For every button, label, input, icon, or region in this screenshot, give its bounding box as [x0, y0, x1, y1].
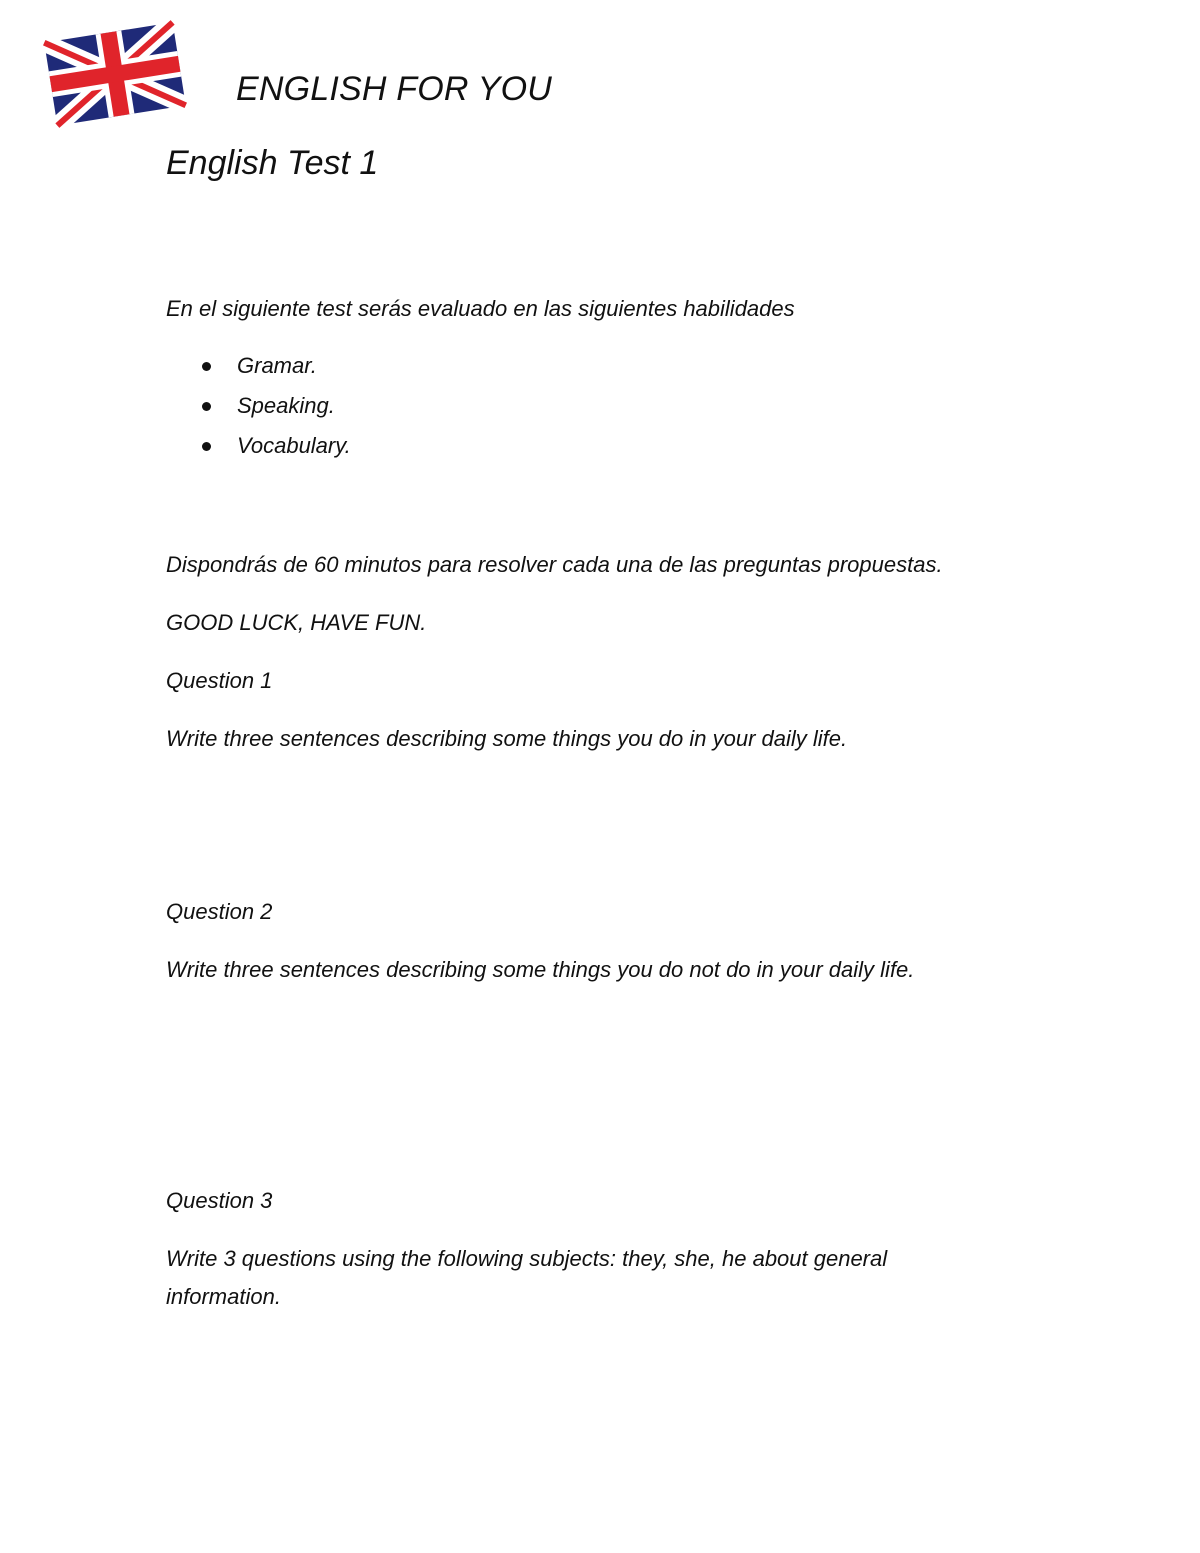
- question-3-label: Question 3: [166, 1188, 273, 1213]
- bullet-icon: [202, 442, 211, 451]
- bullet-icon: [202, 402, 211, 411]
- question-3-prompt: Write 3 questions using the following subjects: they, she, he about general information.: [166, 1246, 888, 1309]
- skill-label: Vocabulary.: [237, 433, 351, 458]
- document-title: English Test 1: [166, 144, 379, 182]
- time-note: Dispondrás de 60 minutos para resolver cada una de las preguntas propuestas.: [166, 552, 943, 577]
- question-2-prompt: Write three sentences describing some things you do not do in your daily life.: [166, 957, 915, 982]
- skill-label: Speaking.: [237, 393, 335, 418]
- union-jack-flag-icon: [42, 18, 188, 130]
- question-1-label: Question 1: [166, 668, 273, 693]
- intro-text: En el siguiente test serás evaluado en las siguientes habilidades: [166, 296, 795, 321]
- good-luck-text: GOOD LUCK, HAVE FUN.: [166, 610, 427, 635]
- question-1-prompt: Write three sentences describing some things you do in your daily life.: [166, 726, 848, 751]
- question-2-label: Question 2: [166, 899, 273, 924]
- skill-label: Gramar.: [237, 353, 317, 378]
- brand-title: ENGLISH FOR YOU: [236, 70, 552, 108]
- bullet-icon: [202, 362, 211, 371]
